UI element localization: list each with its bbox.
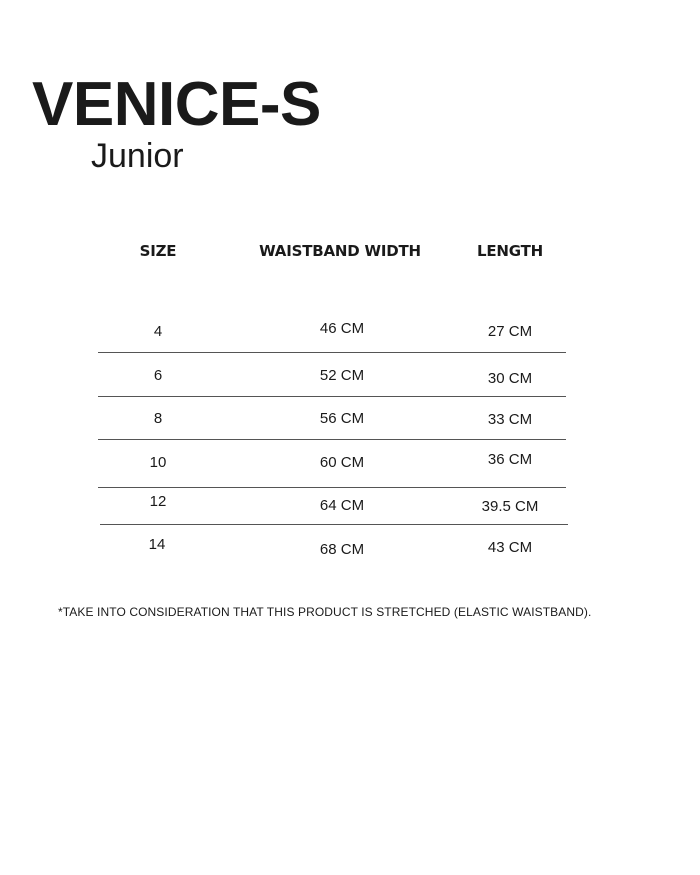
cell-size: 12 <box>149 493 167 510</box>
row-divider <box>98 487 566 488</box>
header-length: LENGTH <box>477 242 543 260</box>
cell-waist: 64 CM <box>319 497 365 514</box>
cell-length: 30 CM <box>487 370 533 387</box>
cell-length: 43 CM <box>487 539 533 556</box>
header-size: SIZE <box>139 242 177 260</box>
row-divider <box>98 396 566 397</box>
cell-waist: 56 CM <box>319 410 365 427</box>
row-divider <box>98 352 566 353</box>
product-title: VENICE-S <box>32 70 321 139</box>
cell-waist: 68 CM <box>319 541 365 558</box>
cell-length: 36 CM <box>487 451 533 468</box>
cell-size: 8 <box>153 410 163 427</box>
header-waistband-width: WAISTBAND WIDTH <box>259 242 421 260</box>
cell-waist: 46 CM <box>319 320 365 337</box>
cell-length: 33 CM <box>487 411 533 428</box>
row-divider <box>98 439 566 440</box>
cell-size: 14 <box>148 536 166 553</box>
cell-size: 4 <box>153 323 163 340</box>
product-subtitle: Junior <box>91 137 184 175</box>
cell-size: 10 <box>149 454 167 471</box>
cell-length: 39.5 CM <box>481 498 539 515</box>
cell-size: 6 <box>153 367 163 384</box>
cell-waist: 60 CM <box>319 454 365 471</box>
row-divider <box>100 524 568 525</box>
cell-length: 27 CM <box>487 323 533 340</box>
stretch-note: *TAKE INTO CONSIDERATION THAT THIS PRODUCT IS STRETCHED (ELASTIC WAISTBAND). <box>58 605 592 619</box>
cell-waist: 52 CM <box>319 367 365 384</box>
